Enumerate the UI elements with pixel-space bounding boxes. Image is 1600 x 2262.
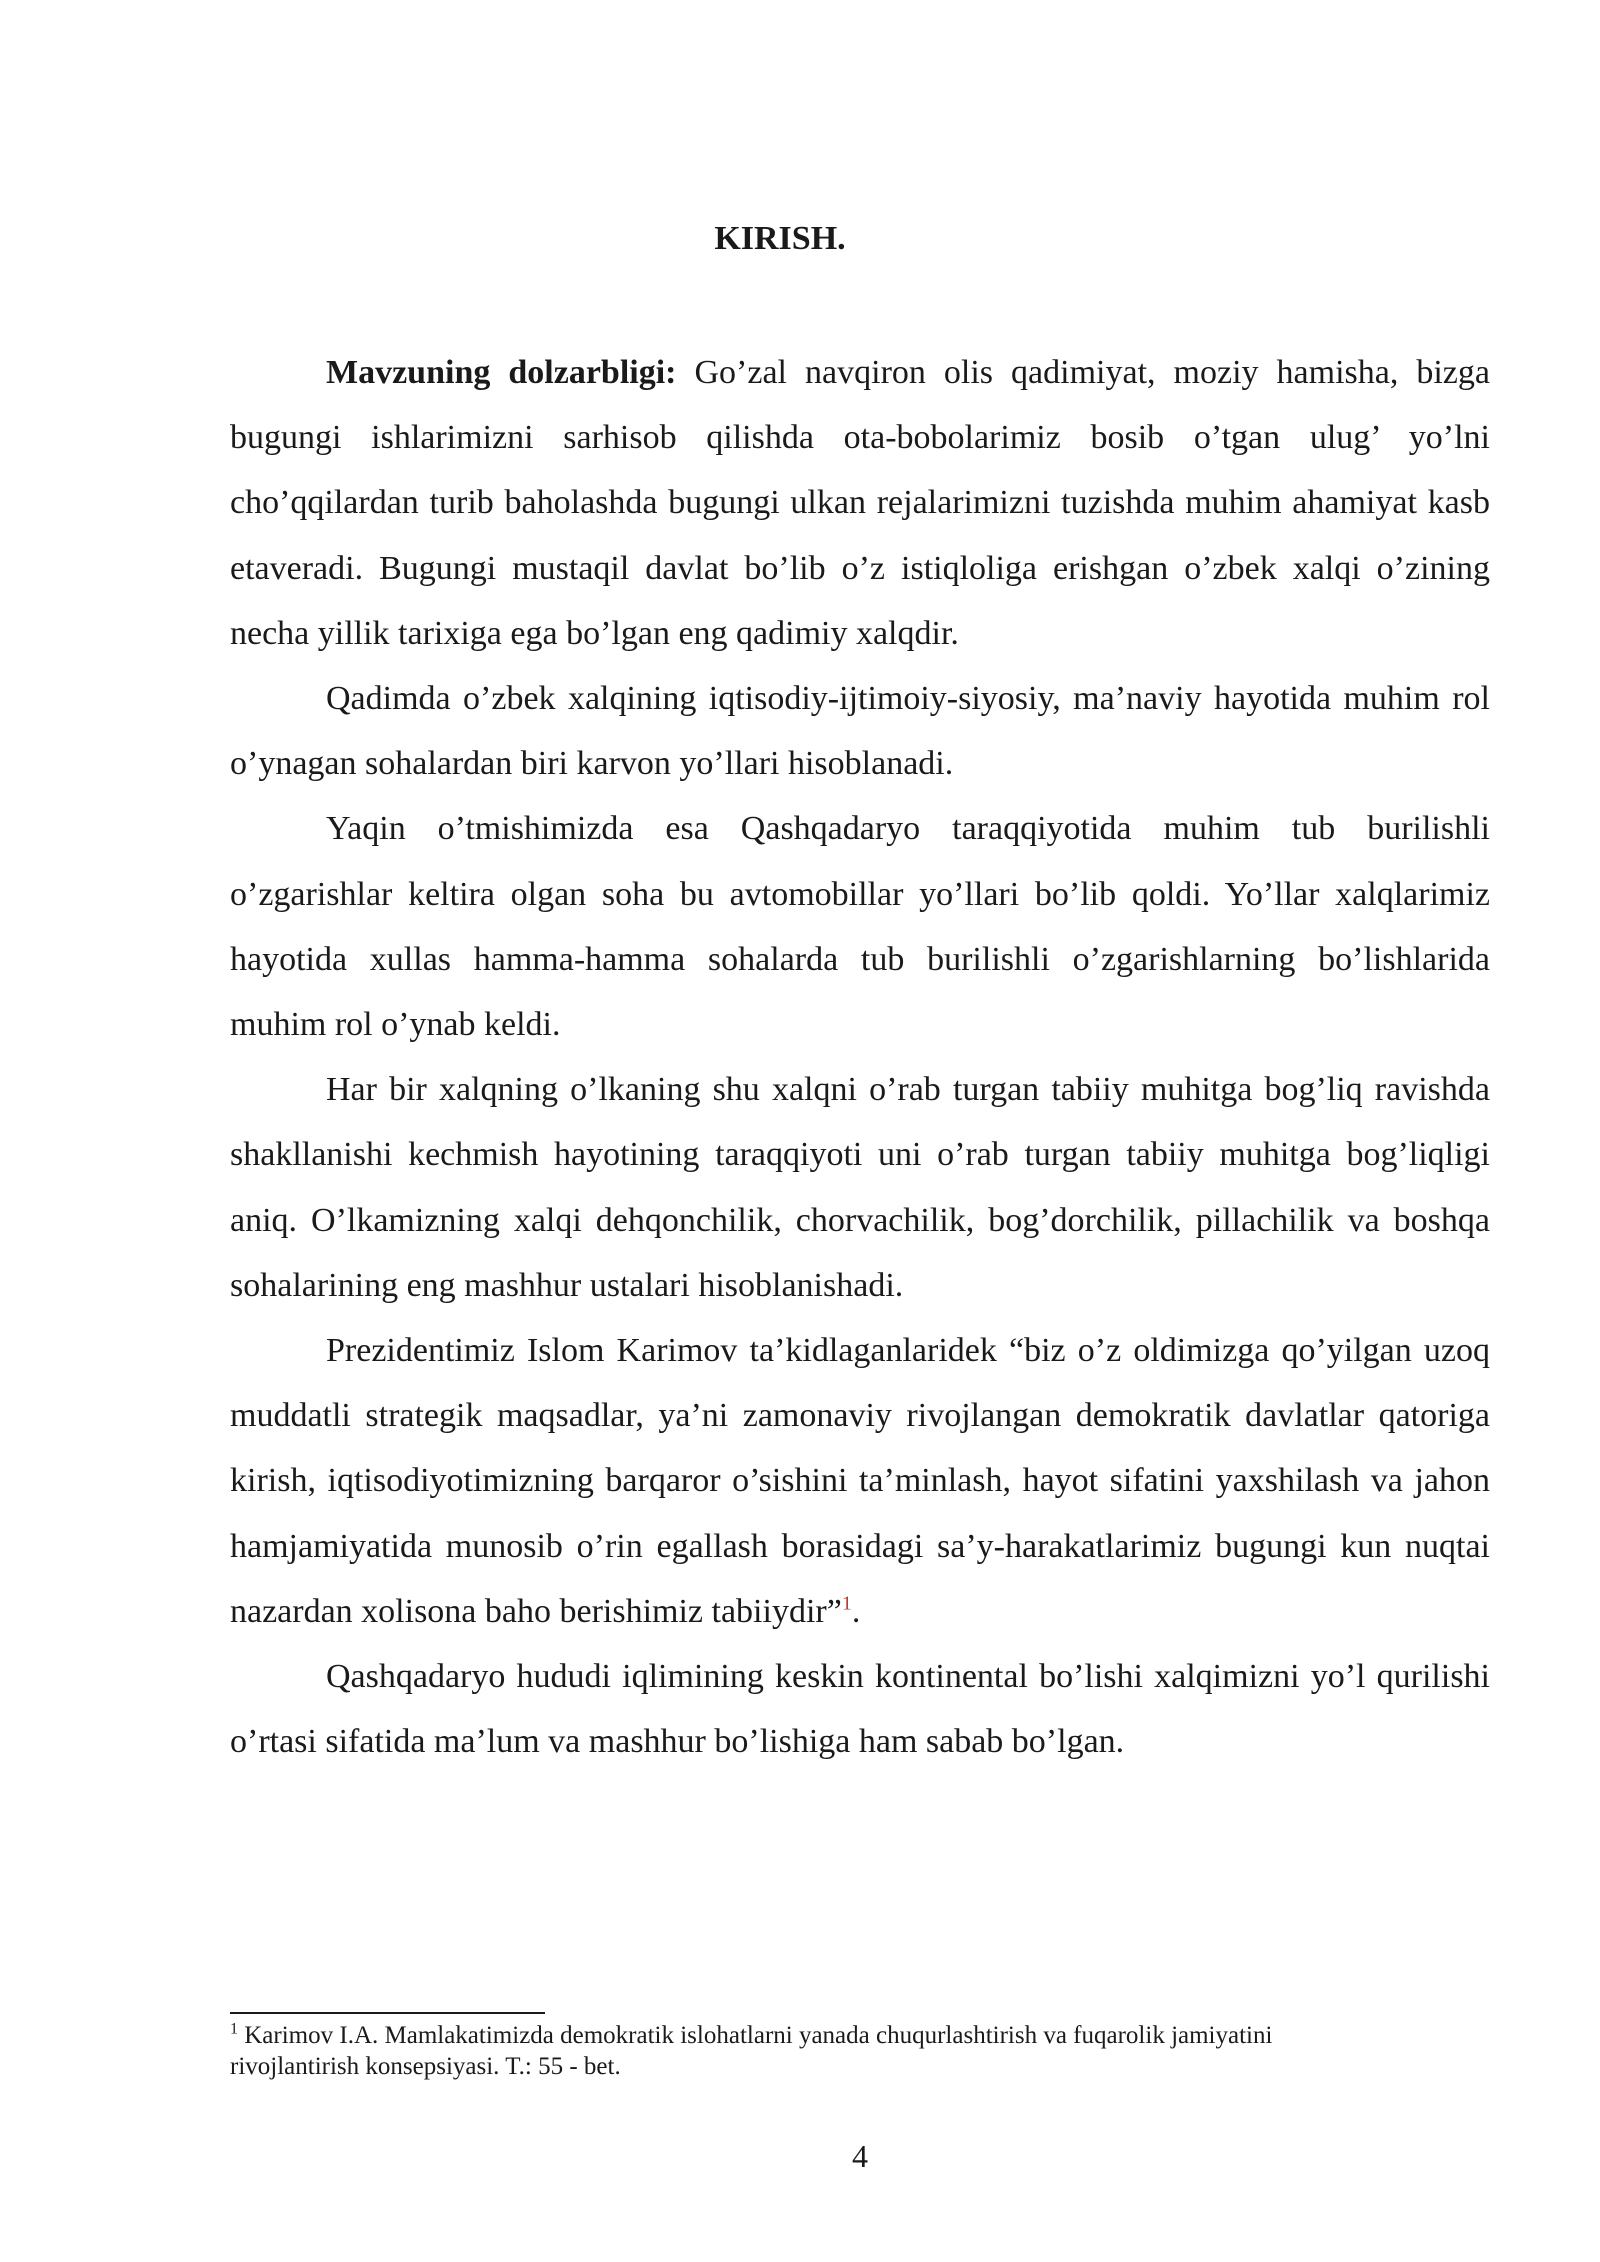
paragraph-relevance: [230, 340, 1490, 666]
paragraph-with-quote: [230, 1318, 1490, 1644]
footnote-reference[interactable]: 1: [841, 1592, 852, 1615]
paragraph-text: Prezidentimiz Islom Karimov ta’kidlaganlaridek “biz o’z oldimizga qo’yilgan uzoq muddatli strategik maqsadlar, ya’ni zamonaviy rivojlangan demokratik davlatlar qatoriga kirish, iqtisodiyotimizning barqaror o’sishini ta’minlash, hayot sifatini yaxshilash va jahon hamjamiyatida munosib o’rin egallash borasidagi sa’y-harakatlarimiz bugungi kun nuqtai nazardan xolisona baho berishimiz tabiiydir”: [230, 1332, 1490, 1630]
footnote-separator: [230, 2012, 545, 2014]
paragraph: Har bir xalqning o’lkaning shu xalqni o’rab turgan tabiiy muhitga bog’liq ravishda shakllanishi kechmish hayotining taraqqiyoti uni o’rab turgan tabiiy muhitga bog’liqligi aniq. O’lkamizning xalqi dehqonchilik, chorvachilik, bog’dorchilik, pillachilik va boshqa sohalarining eng mashhur ustalari hisoblanishadi.: [230, 1071, 1490, 1304]
footnote: [230, 2020, 1390, 2082]
paragraph: Yaqin o’tmishimizda esa Qashqadaryo taraqqiyotida muhim tub burilishli o’zgarishlar keltira olgan soha bu avtomobillar yo’llari bo’lib qoldi. Yo’llar xalqlarimiz hayotida xullas hamma-hamma sohalarda tub burilishli o’zgarishlarning bo’lishlarida muhim rol o’ynab keldi.: [230, 810, 1490, 1044]
footnote-text: Karimov I.A. Mamlakatimizda demokratik islohatlarni yanada chuqurlashtirish va fuqarolik jamiyatini rivojlantirish konsepsiyasi. T.: 55 - bet.: [230, 2022, 1273, 2080]
paragraph: Qadimda o’zbek xalqining iqtisodiy-ijtimoiy-siyosiy, ma’naviy hayotida muhim rol o’ynagan sohalardan biri karvon yo’llari hisoblanadi.: [230, 680, 1490, 783]
paragraph-tail: .: [851, 1592, 861, 1630]
page-number: 4: [852, 2138, 868, 2174]
paragraph: Qashqadaryo hududi iqlimining keskin kontinental bo’lishi xalqimizni yo’l qurilishi o’rtasi sifatida ma’lum va mashhur bo’lishiga ham sabab bo’lgan.: [230, 1658, 1490, 1761]
footnote-marker: 1: [230, 2020, 238, 2038]
paragraph-text: Go’zal navqiron olis qadimiyat, moziy hamisha, bizga bugungi ishlarimizni sarhisob qilishda ota-bobolarimiz bosib o’tgan ulug’ yo’lni cho’qqilardan turib baholashda bugungi ulkan rejalarimizni tuzishda muhim ahamiyat kasb etaveradi. Bugungi mustaqil davlat bo’lib o’z istiqloliga erishgan o’zbek xalqi o’zining necha yillik tarixiga ega bo’lgan eng qadimiy xalqdir.: [230, 354, 1490, 652]
body-text: [230, 340, 1490, 1774]
page-title: KIRISH.: [714, 220, 846, 257]
paragraph-lead-label: Mavzuning dolzarbligi:: [326, 354, 677, 391]
